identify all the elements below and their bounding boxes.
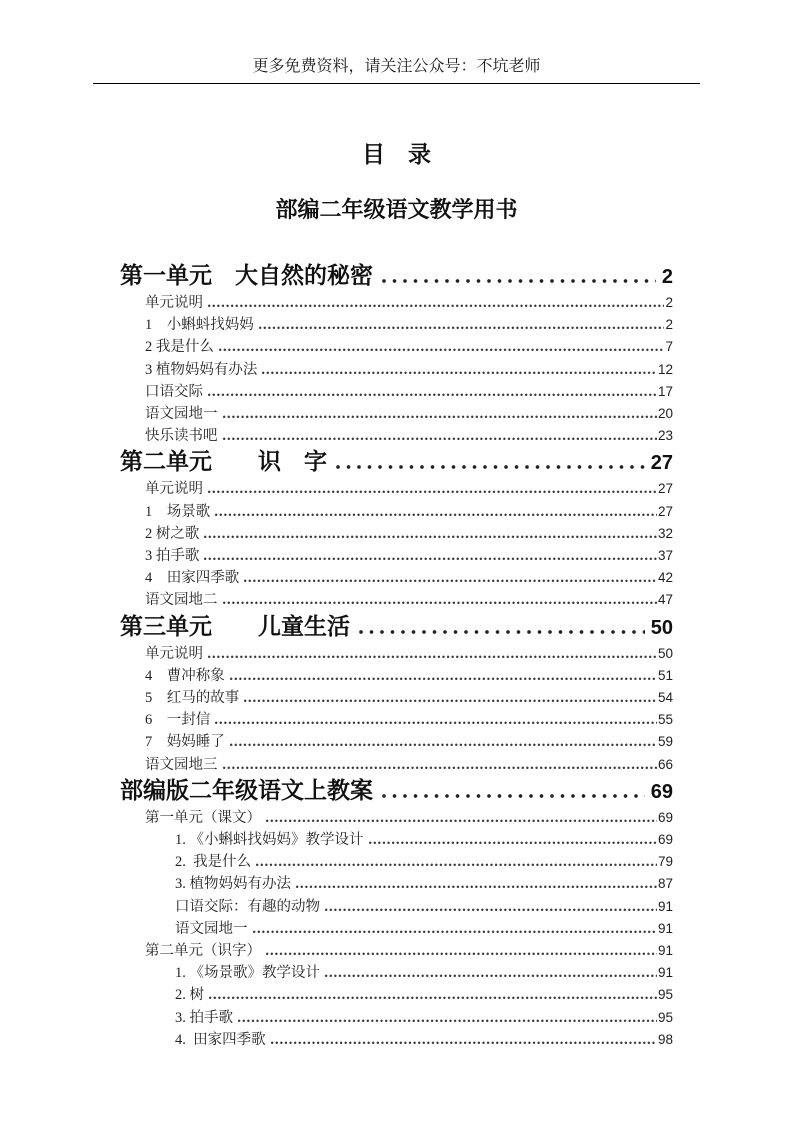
dot-leader	[208, 303, 664, 307]
toc-entry[interactable]	[120, 873, 673, 895]
toc-entry-page: 42	[657, 570, 673, 586]
toc-entry-page: 91	[657, 965, 673, 981]
dot-leader	[223, 436, 657, 440]
toc-entry-label: 单元说明	[145, 645, 203, 662]
toc-entry-label: 1 小蝌蚪找妈妈	[145, 317, 254, 334]
toc-entry-page: 95	[657, 1009, 673, 1025]
dot-leader	[336, 464, 645, 469]
toc-entry[interactable]	[120, 940, 673, 962]
toc-entry-page: 55	[657, 712, 673, 728]
dot-leader	[208, 392, 657, 396]
toc-entry[interactable]	[120, 731, 673, 753]
toc-entry-page: 91	[657, 898, 673, 914]
toc-entry[interactable]	[120, 447, 673, 478]
toc-entry-label: 4. 田家四季歌	[175, 1031, 266, 1048]
toc-list	[120, 261, 673, 1051]
toc-entry-page: 2	[665, 317, 673, 333]
toc-entry-page: 54	[657, 690, 673, 706]
toc-entry-label: 6 一封信	[145, 712, 211, 729]
toc-entry-page: 2	[661, 266, 673, 288]
page-header	[0, 0, 793, 84]
toc-entry[interactable]	[120, 807, 673, 829]
toc-entry-label: 语文园地一	[145, 406, 218, 423]
dot-leader	[266, 818, 657, 822]
toc-entry-label: 语文园地二	[145, 592, 218, 609]
toc-entry-page: 27	[657, 481, 673, 497]
toc-entry[interactable]	[120, 567, 673, 589]
toc-entry-label: 3. 植物妈妈有办法	[175, 876, 291, 893]
toc-entry-page: 32	[657, 525, 673, 541]
toc-page-title: 目 录	[362, 141, 431, 167]
toc-entry[interactable]	[120, 425, 673, 447]
toc-entry-label: 第二单元 识 字	[120, 448, 327, 475]
toc-entry-label: 第三单元 儿童生活	[120, 612, 350, 639]
toc-entry[interactable]	[120, 851, 673, 873]
toc-entry-label: 单元说明	[145, 481, 203, 498]
toc-entry-label: 1 场景歌	[145, 503, 211, 520]
toc-entry[interactable]	[120, 501, 673, 523]
toc-entry[interactable]	[120, 381, 673, 403]
dot-leader	[244, 578, 657, 582]
toc-entry-page: 23	[657, 428, 673, 444]
toc-entry[interactable]	[120, 545, 673, 567]
toc-entry-page: 69	[657, 809, 673, 825]
dot-leader	[296, 884, 657, 888]
toc-entry-label: 5 红马的故事	[145, 690, 240, 707]
toc-entry-label: 语文园地一	[175, 920, 248, 937]
book-title: 部编二年级语文教学用书	[275, 197, 518, 222]
dot-leader	[238, 1018, 657, 1022]
toc-entry-page: 7	[665, 339, 673, 355]
toc-entry-label: 4 田家四季歌	[145, 570, 240, 587]
toc-entry-page: 50	[657, 645, 673, 661]
toc-entry[interactable]	[120, 687, 673, 709]
toc-entry-label: 1. 《小蝌蚪找妈妈》教学设计	[175, 832, 364, 849]
dot-leader	[223, 600, 657, 604]
toc-entry-page: 27	[650, 452, 673, 475]
toc-entry-page: 79	[657, 854, 673, 870]
toc-entry-label: 7 妈妈睡了	[145, 734, 225, 751]
toc-entry-page: 69	[657, 832, 673, 848]
toc-entry[interactable]	[120, 829, 673, 851]
dot-leader	[204, 556, 657, 560]
toc-entry[interactable]	[120, 1029, 673, 1051]
header-notice: 更多免费资料，请关注公众号：不坑老师	[252, 58, 541, 75]
toc-entry-page: 20	[657, 406, 673, 422]
toc-entry-page: 98	[657, 1031, 673, 1047]
toc-entry-page: 91	[657, 943, 673, 959]
dot-leader	[208, 489, 657, 493]
toc-entry[interactable]	[120, 709, 673, 731]
dot-leader	[204, 534, 657, 538]
dot-leader	[244, 698, 657, 702]
toc-entry-label: 语文园地三	[145, 756, 218, 773]
toc-entry[interactable]	[120, 896, 673, 918]
dot-leader	[230, 742, 657, 746]
toc-entry-label: 4 曹冲称象	[145, 667, 225, 684]
dot-leader	[208, 654, 657, 658]
toc-entry-label: 第一单元 大自然的秘密	[120, 262, 373, 288]
toc-entry-label: 口语交际	[145, 383, 203, 400]
toc-entry-label: 单元说明	[145, 295, 203, 311]
toc-entry[interactable]	[120, 292, 673, 314]
dot-leader	[382, 278, 656, 283]
toc-entry-page: 95	[657, 987, 673, 1003]
toc-entry-page: 27	[657, 503, 673, 519]
toc-entry[interactable]	[120, 918, 673, 940]
toc-entry-label: 部编版二年级语文上教案	[120, 776, 373, 803]
toc-entry-page: 17	[657, 383, 673, 399]
toc-entry-page: 2	[665, 295, 673, 310]
toc-entry[interactable]	[120, 314, 673, 336]
toc-entry-page: 66	[657, 756, 673, 772]
toc-entry[interactable]	[120, 754, 673, 776]
toc-entry-page: 51	[657, 667, 673, 683]
toc-entry-label: 第二单元（识字）	[145, 943, 261, 960]
toc-entry-label: 口语交际：有趣的动物	[175, 898, 320, 915]
toc-entry-page: 12	[657, 361, 673, 377]
dot-leader	[215, 512, 657, 516]
toc-entry[interactable]	[120, 261, 673, 292]
toc-entry[interactable]	[120, 589, 673, 611]
toc-entry[interactable]	[120, 962, 673, 984]
toc-entry-label: 3. 拍手歌	[175, 1009, 233, 1026]
toc-entry-label: 2 树之歌	[145, 525, 200, 542]
dot-leader	[262, 370, 657, 374]
toc-entry[interactable]	[120, 359, 673, 381]
toc-entry-page: 59	[657, 734, 673, 750]
toc-entry-page: 87	[657, 876, 673, 892]
dot-leader	[223, 414, 657, 418]
dot-leader	[209, 995, 657, 999]
toc-entry[interactable]	[120, 403, 673, 425]
dot-leader	[230, 676, 657, 680]
dot-leader	[325, 973, 657, 977]
toc-entry-label: 第一单元（课文）	[145, 809, 261, 826]
toc-entry-label: 1. 《场景歌》教学设计	[175, 965, 320, 982]
dot-leader	[271, 1040, 657, 1044]
toc-entry-page: 69	[650, 780, 673, 803]
toc-entry[interactable]	[120, 984, 673, 1006]
dot-leader	[266, 951, 657, 955]
toc-entry-label: 3 植物妈妈有办法	[145, 361, 258, 378]
toc-entry[interactable]	[120, 776, 673, 807]
toc-entry-label: 快乐读书吧	[145, 428, 218, 445]
dot-leader	[325, 907, 657, 911]
toc-entry-page: 47	[657, 592, 673, 608]
dot-leader	[369, 840, 657, 844]
toc-entry-label: 2. 树	[175, 987, 204, 1004]
toc-entry[interactable]	[120, 643, 673, 665]
toc-entry-page: 37	[657, 548, 673, 564]
toc-entry[interactable]	[120, 478, 673, 500]
toc-entry[interactable]	[120, 1007, 673, 1029]
header-rule	[93, 83, 700, 84]
toc-entry-label: 3 拍手歌	[145, 548, 200, 565]
toc-entry-page: 50	[650, 616, 673, 639]
toc-entry[interactable]	[120, 523, 673, 545]
toc-entry[interactable]	[120, 665, 673, 687]
dot-leader	[382, 793, 645, 798]
toc-entry[interactable]	[120, 336, 673, 358]
toc-entry-page: 91	[657, 920, 673, 936]
toc-entry-label: 2 我是什么	[145, 339, 214, 356]
dot-leader	[223, 765, 657, 769]
toc-entry-label: 2. 我是什么	[175, 854, 252, 871]
dot-leader	[259, 325, 665, 329]
dot-leader	[215, 720, 657, 724]
dot-leader	[359, 629, 645, 634]
dot-leader	[219, 347, 665, 351]
dot-leader	[253, 929, 657, 933]
toc-entry[interactable]	[120, 612, 673, 643]
dot-leader	[256, 862, 657, 866]
